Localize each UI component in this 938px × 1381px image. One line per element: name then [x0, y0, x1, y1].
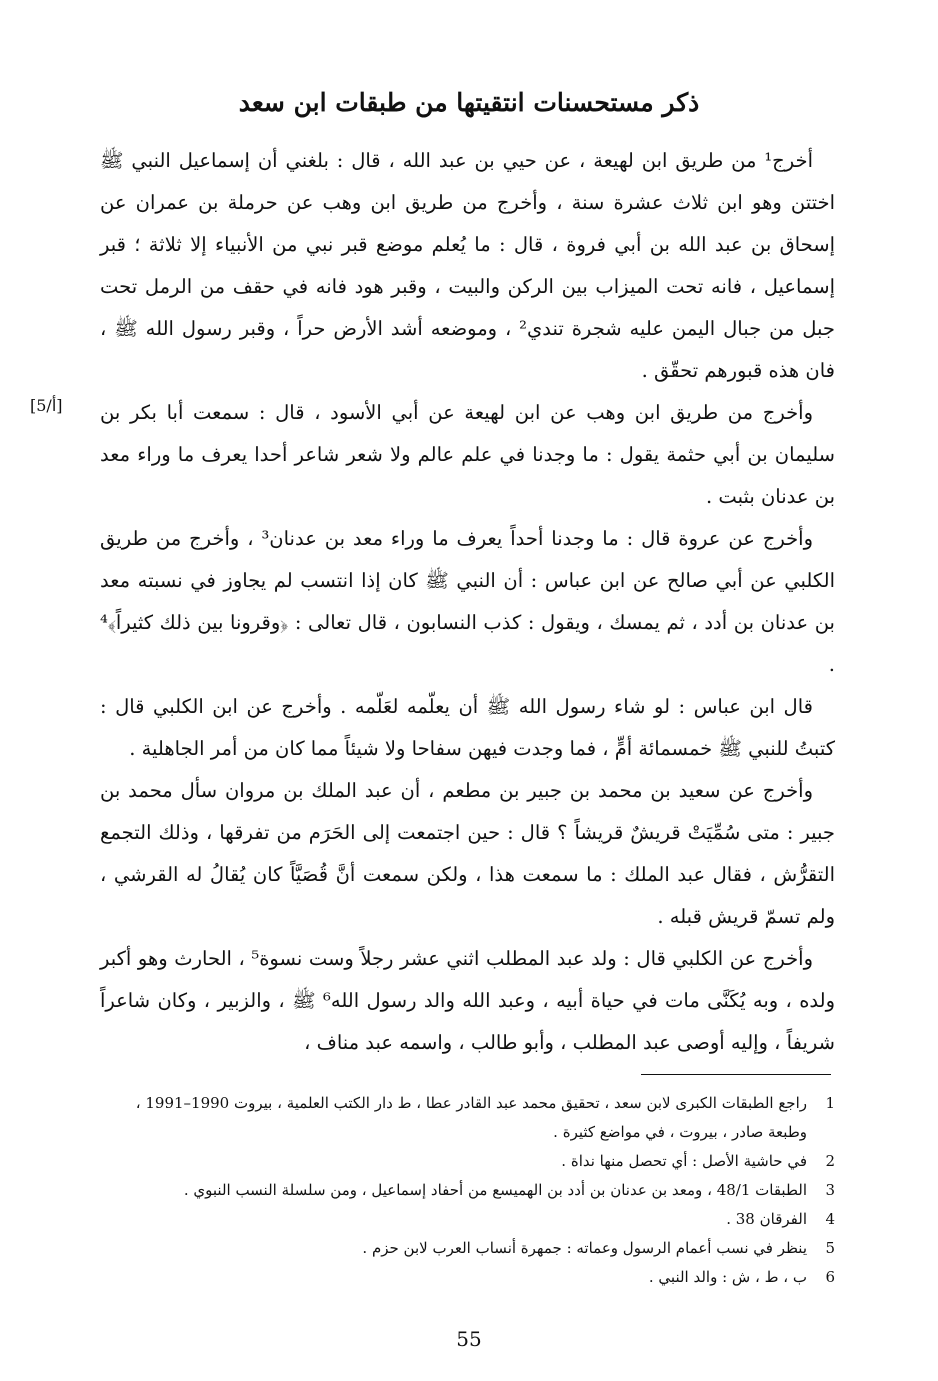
- paragraph-2: وأخرج من طريق ابن وهب عن ابن لهيعة عن أبي الأسود ، قال : سمعت أبا بكر بن سليمان بن أبي حثمة يقول : ما وجدنا في علم عالم ولا شعر شاعر أحدا يعرف ما وراء معد بن عدنان بثبت .: [100, 401, 835, 508]
- footnote-number: 2: [825, 1152, 835, 1170]
- footnote-1: [100, 1089, 835, 1147]
- footnote-number: 6: [825, 1268, 835, 1286]
- footnote-6: [100, 1263, 835, 1292]
- footnote-number: 4: [825, 1210, 835, 1228]
- main-text: [100, 140, 835, 1064]
- footnote-3: [100, 1176, 835, 1205]
- paragraph-4: قال ابن عباس : لو شاء رسول الله ﷺ أن يعلّمه لعَلّمه . وأخرج عن ابن الكلبي قال : كتبتُ للنبي ﷺ خمسمائة أمٍّ ، فما وجدت فيهن سفاحا ولا شيئاً مما كان من أمر الجاهلية .: [100, 695, 835, 760]
- chapter-title: ذكر مستحسنات انتقيتها من طبقات ابن سعد: [238, 88, 700, 117]
- footnote-separator: [641, 1074, 831, 1075]
- page-number: 55: [456, 1327, 482, 1351]
- footnote-text: ب ، ط ، ش : والد النبي .: [648, 1268, 807, 1286]
- footnote-text: في حاشية الأصل : أي تحصل منها نداة .: [561, 1152, 807, 1170]
- footnote-text: راجع الطبقات الكبرى لابن سعد ، تحقيق محمد عبد القادر عطا ، ط دار الكتب العلمية ، بيروت 1990–1991 ، وطبعة صادر ، بيروت ، في مواضع كثيرة .: [135, 1094, 807, 1141]
- footnote-number: 5: [825, 1239, 835, 1257]
- footnote-2: [100, 1147, 835, 1176]
- footnote-4: [100, 1205, 835, 1234]
- footnote-5: [100, 1234, 835, 1263]
- paragraph-6: وأخرج عن الكلبي قال : ولد عبد المطلب اثني عشر رجلاً وست نسوة⁵ ، الحارث وهو أكبر ولده ، وبه يُكَنَّى مات في حياة أبيه ، وعبد الله والد رسول الله⁶ ﷺ ، والزبير ، وكان شاعراً شريفاً ، وإليه أوصى عبد المطلب ، وأبو طالب ، واسمه عبد مناف ،: [100, 947, 836, 1054]
- footnote-number: 1: [825, 1094, 835, 1112]
- footnote-text: الفرقان 38 .: [726, 1210, 807, 1228]
- paragraph-5: وأخرج عن سعيد بن محمد بن جبير بن مطعم ، أن عبد الملك بن مروان سأل محمد بن جبير : متى سُمِّيَتْ قريشٌ قريشاً ؟ قال : حين اجتمعت إلى الحَرَم من تفرقها ، وذلك التجمع التقرُّش ، فقال عبد الملك : ما سمعت هذا ، ولكن سمعت أنَّ قُصَيَّاً كان يُقالُ له القرشي ، ولم تسمّ قريش قبله .: [100, 779, 835, 928]
- footnote-text: الطبقات 48/1 ، ومعد بن عدنان بن أدد بن الهميسع من أحفاد إسماعيل ، ومن سلسلة النسب النبوي .: [183, 1181, 807, 1199]
- footnote-text: ينظر في نسب أعمام الرسول وعماته : جمهرة أنساب العرب لابن حزم .: [362, 1239, 807, 1257]
- paragraph-3: وأخرج عن عروة قال : ما وجدنا أحداً يعرف ما وراء معد بن عدنان³ ، وأخرج من طريق الكلبي عن أبي صالح عن ابن عباس : أن النبي ﷺ كان إذا انتسب لم يجاوز في نسبته معد بن عدنان بن أدد ، ثم يمسك ، ويقول : كذب النسابون ، قال تعالى : ﴿وقرونا بين ذلك كثيراً﴾⁴ .: [100, 527, 835, 676]
- footnote-number: 3: [825, 1181, 835, 1199]
- footnotes: [100, 1089, 835, 1292]
- manuscript-folio-marker: [5/أ]: [30, 396, 63, 415]
- paragraph-1: أخرج¹ من طريق ابن لهيعة ، عن حيي بن عبد الله ، قال : بلغني أن إسماعيل النبي ﷺ اختتن وهو ابن ثلاث عشرة سنة ، وأخرج من طريق ابن وهب عن حرملة بن عمران عن إسحاق بن عبد الله بن أبي فروة ، قال : ما يُعلم موضع قبر نبي من الأنبياء إلا ثلاثة ؛ قبر إسماعيل ، فانه تحت الميزاب بين الركن والبيت ، وقبر هود فانه في حقف من الرمل تحت جبل من جبال اليمن عليه شجرة تندي² ، وموضعه أشد الأرض حراً ، وقبر رسول الله ﷺ ، فان هذه قبورهم تحقّق .: [100, 149, 835, 382]
